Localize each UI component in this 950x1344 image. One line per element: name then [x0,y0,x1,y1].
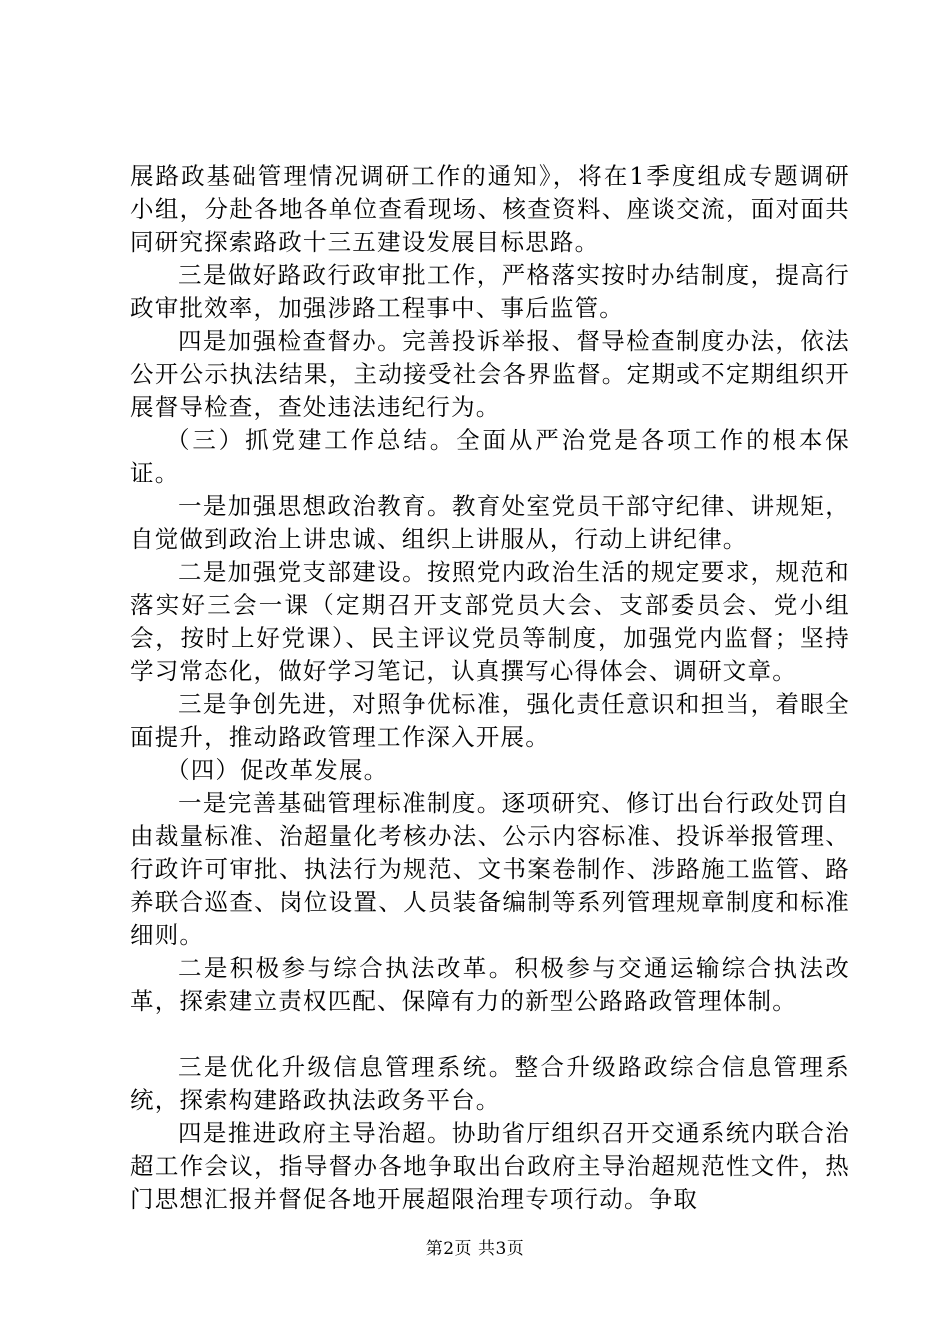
page-number: 第2页 共3页 [425,1239,525,1259]
paragraph-7: 三是争创先进，对照争优标准，强化责任意识和担当，着眼全面提升，推动路政管理工作深入开展。 [130,690,850,751]
paragraph-2: 三是做好路政行政审批工作，严格落实按时办结制度，提高行政审批效率，加强涉路工程事中、事后监管。 [130,261,850,322]
paragraph-11: 三是优化升级信息管理系统。整合升级路政综合信息管理系统，探索构建路政执法政务平台。 [130,1053,850,1114]
paragraph-5: 一是加强思想政治教育。教育处室党员干部守纪律、讲规矩，自觉做到政治上讲忠诚、组织上讲服从，行动上讲纪律。 [130,492,850,553]
blank-line [130,1018,850,1051]
paragraph-1: 展路政基础管理情况调研工作的通知》，将在1季度组成专题调研小组，分赴各地各单位查看现场、核查资料、座谈交流，面对面共同研究探索路政十三五建设发展目标思路。 [130,162,850,256]
paragraph-12: 四是推进政府主导治超。协助省厅组织召开交通系统内联合治超工作会议，指导督办各地争取出台政府主导治超规范性文件，热门思想汇报并督促各地开展超限治理专项行动。争取 [130,1119,850,1213]
section-heading-3: （三）抓党建工作总结。全面从严治党是各项工作的根本保证。 [130,426,850,487]
paragraph-9: 一是完善基础管理标准制度。逐项研究、修订出台行政处罚自由裁量标准、治超量化考核办法、公示内容标准、投诉举报管理、行政许可审批、执法行为规范、文书案卷制作、涉路施工监管、路养联合巡查、岗位设置、人员装备编制等系列管理规章制度和标准细则。 [130,789,850,949]
document-body [130,160,850,1216]
section-heading-4: （四）促改革发展。 [166,756,389,784]
paragraph-3: 四是加强检查督办。完善投诉举报、督导检查制度办法，依法公开公示执法结果，主动接受社会各界监督。定期或不定期组织开展督导检查，查处违法违纪行为。 [130,327,850,421]
paragraph-10: 二是积极参与综合执法改革。积极参与交通运输综合执法改革，探索建立责权匹配、保障有力的新型公路路政管理体制。 [130,954,850,1015]
paragraph-6: 二是加强党支部建设。按照党内政治生活的规定要求，规范和落实好三会一课（定期召开支部党员大会、支部委员会、党小组会，按时上好党课）、民主评议党员等制度，加强党内监督；坚持学习常态化，做好学习笔记，认真撰写心得体会、调研文章。 [130,558,850,685]
